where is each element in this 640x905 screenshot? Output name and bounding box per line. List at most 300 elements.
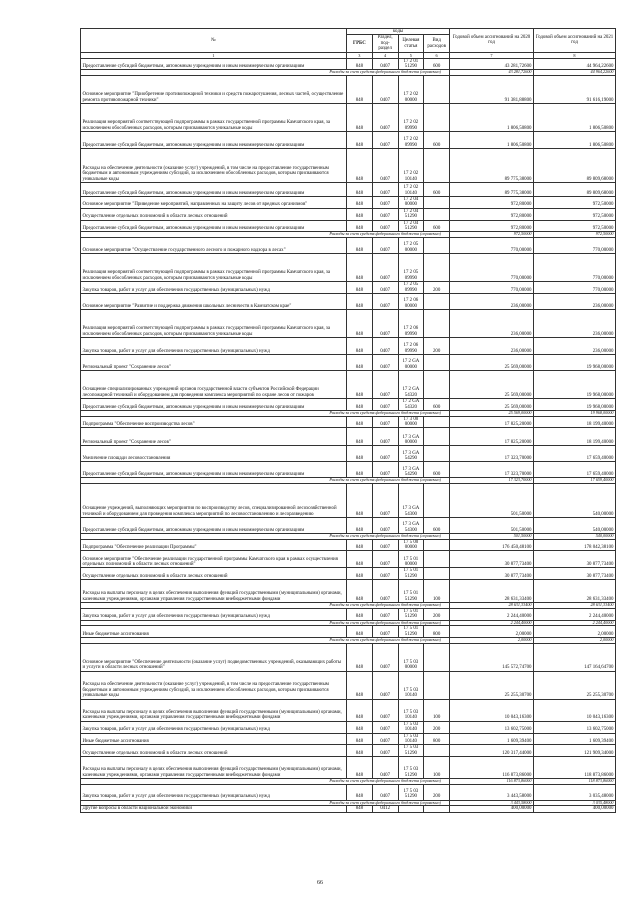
cell-amount-2021: 1 806,50800: [534, 104, 616, 132]
cell-name: Подпрограмма "Обеспечение реализации Программы": [81, 539, 347, 551]
note-label: Расходы за счет средств федерального бюджета (справочно): [81, 779, 450, 785]
cell-amount-2020: 17 323,70000: [450, 478, 534, 484]
cell-expense-type: 600: [424, 132, 450, 149]
cell-expense-type: 600: [424, 183, 450, 197]
cell-name: Иные бюджетные ассигнования: [81, 626, 347, 638]
table-row: [81, 76, 616, 104]
cell-amount-2020: 28 631,33400: [450, 580, 534, 603]
cell-amount-2020: 25 569,00000: [450, 355, 534, 371]
cell-grbs: 848: [347, 220, 373, 232]
cell-name: Предоставление субсидий бюджетным, автономным учреждениям и иным некоммерческим организациям: [81, 58, 347, 70]
cell-amount-2021: 972,50000: [534, 220, 616, 232]
table-row: [81, 608, 616, 620]
cell-section: 0407: [372, 371, 398, 399]
cell-amount-2020: 43 281,72600: [450, 70, 534, 76]
cell-expense-type: [424, 671, 450, 699]
cell-amount-2020: 17 323,70000: [450, 446, 534, 462]
cell-section: 0407: [372, 104, 398, 132]
column-index: 5: [398, 52, 424, 58]
cell-expense-type: [424, 539, 450, 551]
cell-section: 0407: [372, 132, 398, 149]
cell-expense-type: [424, 551, 450, 568]
cell-amount-2021: 770,00000: [534, 254, 616, 282]
cell-target-article: 17 2 05 00000: [398, 238, 424, 254]
cell-section: 0407: [372, 399, 398, 411]
cell-amount-2020: 91 381,88800: [450, 76, 534, 104]
cell-grbs: 848: [347, 149, 373, 183]
cell-grbs: 848: [347, 282, 373, 294]
cell-grbs: 848: [347, 183, 373, 197]
cell-amount-2021: 770,00000: [534, 282, 616, 294]
cell-amount-2020: 120 317,44000: [450, 745, 534, 757]
cell-amount-2021: 44 964,22600: [534, 70, 616, 76]
note-label: Расходы за счет средств федерального бюджета (справочно): [81, 232, 450, 238]
cell-amount-2021: 89 809,68000: [534, 183, 616, 197]
cell-expense-type: 600: [424, 399, 450, 411]
cell-expense-type: [424, 208, 450, 220]
cell-name: Предоставление субсидий бюджетным, автономным учреждениям и иным некоммерческим организациям: [81, 399, 347, 411]
cell-grbs: 848: [347, 197, 373, 209]
cell-amount-2021: 3 035,48000: [534, 784, 616, 800]
table-row: [81, 757, 616, 779]
cell-target-article: 17 2 02 10140: [398, 183, 424, 197]
cell-name: Закупка товаров, работ и услуг для обеспечения государственных (муниципальных) нужд: [81, 282, 347, 294]
cell-amount-2021: 236,00000: [534, 294, 616, 310]
cell-amount-2020: 1 806,50800: [450, 132, 534, 149]
cell-grbs: 848: [347, 208, 373, 220]
cell-expense-type: [424, 643, 450, 671]
cell-section: 0407: [372, 355, 398, 371]
table-row: [81, 568, 616, 580]
cell-grbs: 848: [347, 568, 373, 580]
cell-target-article: 17 2 04 51290: [398, 220, 424, 232]
cell-grbs: 848: [347, 58, 373, 70]
page-number: 66: [317, 880, 323, 886]
cell-section: 0407: [372, 197, 398, 209]
table-row: [81, 671, 616, 699]
cell-expense-type: [424, 238, 450, 254]
cell-section: 0407: [372, 220, 398, 232]
cell-target-article: 17 2 GA 00000: [398, 355, 424, 371]
cell-amount-2020: 972,50000: [450, 232, 534, 238]
cell-target-article: [398, 806, 424, 812]
cell-expense-type: 800: [424, 733, 450, 745]
cell-grbs: 848: [347, 518, 373, 534]
cell-grbs: 848: [347, 338, 373, 355]
cell-target-article: 17 2 02 10140: [398, 149, 424, 183]
cell-target-article: 17 5 00 00000: [398, 539, 424, 551]
cell-amount-2020: 89 775,38000: [450, 149, 534, 183]
cell-name: Предоставление субсидий бюджетным, автономным учреждениям и иным некоммерческим организациям: [81, 183, 347, 197]
cell-name: Расходы на обеспечение деятельности (оказание услуг) учреждений, в том числе на предоставление государственным бюджетным и автономным учреждениям субсидий, за исключением обособленных расходов, которым присваиваются уникальные коды: [81, 149, 347, 183]
header-grbs: ГРБС: [347, 35, 373, 52]
cell-name: Закупка товаров, работ и услуг для обеспечения государственных (муниципальных) нужд: [81, 608, 347, 620]
cell-expense-type: 200: [424, 338, 450, 355]
cell-section: 0407: [372, 568, 398, 580]
cell-amount-2021: 19 968,00000: [534, 355, 616, 371]
cell-name: Основное мероприятие "Приведение мероприятий, направленных на защиту лесов от вредных организмов": [81, 197, 347, 209]
table-row: [81, 254, 616, 282]
table-row: [81, 462, 616, 478]
table-row: [81, 518, 616, 534]
cell-name: Предоставление субсидий бюджетным, автономным учреждениям и иным некоммерческим организациям: [81, 518, 347, 534]
cell-name: Оснащение учреждений, выполняющих мероприятия по воспроизводству лесов, специализированной лесохозяйственной техникой и оборудованием для проведения комплекса мероприятий по лесовосстановлению и лесоразведению: [81, 484, 347, 518]
cell-amount-2020: 28 631,33400: [450, 603, 534, 609]
table-row: [81, 446, 616, 462]
cell-amount-2021: 236,00000: [534, 338, 616, 355]
header-expense-type: Вид расходов: [424, 35, 450, 52]
cell-section: 0407: [372, 626, 398, 638]
cell-section: 0407: [372, 484, 398, 518]
cell-target-article: 17 5 01 51290: [398, 580, 424, 603]
table-row: [81, 282, 616, 294]
cell-section: 0407: [372, 643, 398, 671]
cell-amount-2020: 400,00000: [450, 806, 534, 812]
cell-expense-type: 600: [424, 518, 450, 534]
cell-amount-2020: 145 572,74700: [450, 643, 534, 671]
cell-name: Реализация мероприятий соответствующей подпрограммы в рамках государственной программы Камчатского края, за исключением обособленных расходов, которым присваиваются уникальные коды: [81, 104, 347, 132]
table-row: [81, 416, 616, 428]
cell-expense-type: 100: [424, 757, 450, 779]
table-row: [81, 626, 616, 638]
cell-expense-type: 600: [424, 220, 450, 232]
cell-section: 0407: [372, 208, 398, 220]
cell-expense-type: [424, 149, 450, 183]
cell-expense-type: [424, 310, 450, 338]
cell-expense-type: 800: [424, 626, 450, 638]
cell-amount-2021: 19 968,00000: [534, 371, 616, 399]
cell-target-article: 17 5 01 51290: [398, 626, 424, 638]
table-row: [81, 220, 616, 232]
cell-amount-2021: 17 659,40000: [534, 478, 616, 484]
cell-amount-2020: 770,00000: [450, 254, 534, 282]
table-row: [81, 355, 616, 371]
table-row: [81, 428, 616, 446]
cell-name: Реализация мероприятий соответствующей подпрограммы в рамках государственной программы Камчатского края, за исключением обособленных расходов, которым присваиваются уникальные коды: [81, 254, 347, 282]
cell-grbs: 848: [347, 76, 373, 104]
cell-target-article: 17 5 01 00000: [398, 551, 424, 568]
cell-target-article: 17 3 GA 54300: [398, 518, 424, 534]
cell-amount-2021: 2,00000: [534, 638, 616, 644]
cell-target-article: 17 2 05 09990: [398, 254, 424, 282]
cell-amount-2020: 2 244,40000: [450, 620, 534, 626]
cell-amount-2021: 44 964,22600: [534, 58, 616, 70]
cell-amount-2021: 1 806,50800: [534, 132, 616, 149]
cell-name: Основное мероприятие "Приобретение противопожарной техники и средств пожаротушения, лесных частей, осуществление ремонта противопожарной техники": [81, 76, 347, 104]
note-label: Расходы за счет средств федерального бюджета (справочно): [81, 70, 450, 76]
cell-grbs: 848: [347, 721, 373, 733]
cell-amount-2020: 10 043,16300: [450, 699, 534, 721]
table-row: [81, 104, 616, 132]
cell-name: Расходы на выплаты персоналу в целях обеспечения выполнения функций государственными (муниципальными) органами, казенными учреждениями, органами управления государственными внебюджетными фондами: [81, 757, 347, 779]
cell-grbs: 848: [347, 745, 373, 757]
cell-target-article: 17 2 04 51290: [398, 208, 424, 220]
cell-grbs: 848: [347, 428, 373, 446]
cell-target-article: 17 5 01 51290: [398, 568, 424, 580]
cell-amount-2020: 3 443,58000: [450, 800, 534, 806]
cell-section: 0407: [372, 76, 398, 104]
cell-amount-2021: 2 244,40000: [534, 608, 616, 620]
cell-grbs: 848: [347, 294, 373, 310]
cell-name: Оснащение специализированных учреждений органов государственной власти субъектов Российской Федерации лесопожарной техникой и оборудованием для проведения комплекса мероприятий по охране лесов от пожаров: [81, 371, 347, 399]
cell-amount-2020: 2 244,40000: [450, 608, 534, 620]
cell-amount-2020: 1 806,50800: [450, 104, 534, 132]
cell-amount-2020: 25 569,00000: [450, 411, 534, 417]
cell-amount-2020: 176 450,48100: [450, 539, 534, 551]
cell-amount-2021: 18 199,40000: [534, 428, 616, 446]
cell-section: 0407: [372, 551, 398, 568]
cell-target-article: 17 2 02 00000: [398, 76, 424, 104]
cell-grbs: 848: [347, 399, 373, 411]
note-label: Расходы за счет средств федерального бюджета (справочно): [81, 620, 450, 626]
cell-grbs: 848: [347, 733, 373, 745]
cell-target-article: 17 3 GA 54290: [398, 462, 424, 478]
cell-amount-2021: 972,50000: [534, 197, 616, 209]
cell-section: 0407: [372, 238, 398, 254]
cell-amount-2021: 3 035,48000: [534, 800, 616, 806]
cell-expense-type: [424, 355, 450, 371]
header-section: Раздел, под-раздел: [372, 35, 398, 52]
cell-name: Увеличение площади лесовосстановления: [81, 446, 347, 462]
note-label: Расходы за счет средств федерального бюджета (справочно): [81, 534, 450, 540]
note-label: Расходы за счет средств федерального бюджета (справочно): [81, 478, 450, 484]
cell-expense-type: [424, 254, 450, 282]
cell-expense-type: [424, 371, 450, 399]
header-number: №: [81, 29, 347, 53]
table-row: [81, 58, 616, 70]
cell-amount-2020: 501,50000: [450, 518, 534, 534]
cell-section: 0412: [372, 806, 398, 812]
cell-expense-type: 200: [424, 784, 450, 800]
cell-amount-2020: 501,50000: [450, 534, 534, 540]
cell-amount-2021: 25 255,30700: [534, 671, 616, 699]
cell-name: Расходы на выплаты персоналу в целях обеспечения выполнения функций государственными (муниципальными) органами, казенными учреждениями, органами управления государственными внебюджетными фондами: [81, 580, 347, 603]
table-row: [81, 721, 616, 733]
cell-grbs: 848: [347, 671, 373, 699]
cell-amount-2021: 236,00000: [534, 310, 616, 338]
cell-name: Основное мероприятие "Обеспечение реализации государственной программы Камчатского края в рамках осуществления отдельных полномочий в области лесных отношений": [81, 551, 347, 568]
cell-amount-2020: 236,00000: [450, 338, 534, 355]
cell-amount-2021: 13 602,75000: [534, 721, 616, 733]
table-row: [81, 733, 616, 745]
table-row: [81, 197, 616, 209]
cell-amount-2021: 147 164,64700: [534, 643, 616, 671]
cell-grbs: 848: [347, 104, 373, 132]
cell-target-article: 17 3 GA 00000: [398, 428, 424, 446]
cell-amount-2020: 972,80000: [450, 220, 534, 232]
cell-target-article: 17 5 03 10140: [398, 671, 424, 699]
cell-grbs: 848: [347, 806, 373, 812]
cell-amount-2020: 116 873,86000: [450, 779, 534, 785]
cell-name: Региональный проект "Сохранение лесов": [81, 428, 347, 446]
table-row: [81, 699, 616, 721]
header-codes-group: коды: [347, 29, 450, 35]
cell-amount-2021: 28 631,33400: [534, 580, 616, 603]
cell-section: 0407: [372, 58, 398, 70]
cell-amount-2021: 400,00000: [534, 806, 616, 812]
cell-name: Закупка товаров, работ и услуг для обеспечения государственных (муниципальных) нужд: [81, 338, 347, 355]
cell-amount-2021: 28 631,33400: [534, 603, 616, 609]
cell-target-article: 17 2 01 51290: [398, 58, 424, 70]
cell-expense-type: [424, 484, 450, 518]
cell-name: Расходы на обеспечение деятельности (оказание услуг) учреждений, в том числе на предоставление государственным бюджетным и автономным учреждениям субсидий, за исключением обособленных расходов, которым присваиваются уникальные коды: [81, 671, 347, 699]
cell-expense-type: [424, 745, 450, 757]
table-row: [81, 643, 616, 671]
cell-grbs: 848: [347, 539, 373, 551]
cell-name: Основное мероприятие "Обеспечение деятельности (оказание услуг) подведомственных учреждений, оказывающих работы и услуги в области лесных отношений": [81, 643, 347, 671]
cell-section: 0407: [372, 580, 398, 603]
cell-name: Другие вопросы в области национальной экономики: [81, 806, 347, 812]
header-year-2020: Годовой объем ассигнований на 2020 год: [450, 29, 534, 53]
cell-section: 0407: [372, 416, 398, 428]
cell-amount-2021: 1 609,39400: [534, 733, 616, 745]
cell-target-article: 17 5 03 51290: [398, 757, 424, 779]
cell-grbs: 848: [347, 626, 373, 638]
cell-expense-type: [424, 446, 450, 462]
cell-target-article: 17 3 GA 54300: [398, 484, 424, 518]
cell-amount-2021: 2 244,40000: [534, 620, 616, 626]
table-row: [81, 806, 616, 812]
cell-section: 0407: [372, 254, 398, 282]
cell-amount-2020: 25 569,00000: [450, 399, 534, 411]
cell-target-article: 17 5 03 10140: [398, 733, 424, 745]
cell-name: Основное мероприятие "Осуществление государственного лесного и пожарного надзора в лесах": [81, 238, 347, 254]
table-row: [81, 338, 616, 355]
cell-grbs: 848: [347, 643, 373, 671]
cell-grbs: 848: [347, 699, 373, 721]
table-row: [81, 784, 616, 800]
cell-section: 0407: [372, 608, 398, 620]
cell-section: 0407: [372, 282, 398, 294]
cell-target-article: 17 5 03 51290: [398, 745, 424, 757]
cell-section: 0407: [372, 294, 398, 310]
cell-amount-2020: 501,50000: [450, 484, 534, 518]
column-index: 6: [424, 52, 450, 58]
note-label: Расходы за счет средств федерального бюджета (справочно): [81, 411, 450, 417]
cell-grbs: 848: [347, 355, 373, 371]
cell-target-article: 17 3 00 00000: [398, 416, 424, 428]
cell-grbs: 848: [347, 238, 373, 254]
header-target-article: Целевая статья: [398, 35, 424, 52]
cell-amount-2020: 972,80000: [450, 197, 534, 209]
cell-amount-2020: 116 873,86000: [450, 757, 534, 779]
cell-section: 0407: [372, 310, 398, 338]
cell-amount-2020: 43 281,72600: [450, 58, 534, 70]
cell-name: Подпрограмма "Обеспечение воспроизводства лесов": [81, 416, 347, 428]
cell-amount-2021: 91 616,19000: [534, 76, 616, 104]
cell-section: 0407: [372, 699, 398, 721]
table-row: [81, 484, 616, 518]
cell-name: Осуществление отдельных полномочий в области лесных отношений: [81, 208, 347, 220]
cell-expense-type: [424, 806, 450, 812]
cell-amount-2021: 178 042,38100: [534, 539, 616, 551]
cell-target-article: 17 2 06 00000: [398, 294, 424, 310]
table-row: [81, 539, 616, 551]
cell-expense-type: 200: [424, 282, 450, 294]
cell-grbs: 848: [347, 580, 373, 603]
cell-target-article: 17 2 04 00000: [398, 197, 424, 209]
cell-grbs: 848: [347, 446, 373, 462]
cell-section: 0407: [372, 721, 398, 733]
cell-amount-2021: 770,00000: [534, 238, 616, 254]
cell-amount-2020: 17 323,70000: [450, 462, 534, 478]
cell-expense-type: 600: [424, 462, 450, 478]
cell-name: Закупка товаров, работ и услуг для обеспечения государственных (муниципальных) нужд: [81, 784, 347, 800]
budget-table: [80, 28, 616, 813]
cell-target-article: 17 5 03 10140: [398, 699, 424, 721]
cell-amount-2021: 972,50000: [534, 208, 616, 220]
cell-name: Осуществление отдельных полномочий в области лесных отношений: [81, 745, 347, 757]
cell-target-article: 17 2 05 09990: [398, 282, 424, 294]
table-row: [81, 294, 616, 310]
cell-section: 0407: [372, 183, 398, 197]
cell-amount-2020: 770,00000: [450, 282, 534, 294]
cell-amount-2020: 236,00000: [450, 310, 534, 338]
cell-grbs: 848: [347, 784, 373, 800]
cell-target-article: 17 2 02 09990: [398, 104, 424, 132]
cell-name: Предоставление субсидий бюджетным, автономным учреждениям и иным некоммерческим организациям: [81, 132, 347, 149]
cell-name: Реализация мероприятий соответствующей подпрограммы в рамках государственной программы Камчатского края, за исключением обособленных расходов, которым присваиваются уникальные коды: [81, 310, 347, 338]
cell-section: 0407: [372, 733, 398, 745]
cell-grbs: 848: [347, 371, 373, 399]
note-label: Расходы за счет средств федерального бюджета (справочно): [81, 638, 450, 644]
cell-target-article: 17 2 02 09990: [398, 132, 424, 149]
cell-amount-2021: 10 043,16300: [534, 699, 616, 721]
cell-section: 0407: [372, 518, 398, 534]
cell-amount-2021: 17 659,40000: [534, 462, 616, 478]
cell-amount-2020: 89 775,38000: [450, 183, 534, 197]
note-label: Расходы за счет средств федерального бюджета (справочно): [81, 800, 450, 806]
cell-grbs: 848: [347, 551, 373, 568]
table-row: [81, 745, 616, 757]
cell-section: 0407: [372, 745, 398, 757]
cell-expense-type: [424, 197, 450, 209]
cell-target-article: 17 2 GA 54320: [398, 371, 424, 399]
cell-expense-type: 600: [424, 58, 450, 70]
table-row: [81, 310, 616, 338]
cell-amount-2020: 30 877,73400: [450, 568, 534, 580]
cell-expense-type: 200: [424, 608, 450, 620]
cell-amount-2020: 2,00000: [450, 638, 534, 644]
cell-expense-type: 100: [424, 580, 450, 603]
cell-amount-2020: 1 609,39400: [450, 733, 534, 745]
cell-amount-2020: 236,00000: [450, 294, 534, 310]
cell-amount-2020: 3 443,58000: [450, 784, 534, 800]
cell-section: 0407: [372, 671, 398, 699]
cell-amount-2021: 19 968,00000: [534, 411, 616, 417]
cell-amount-2021: 540,00000: [534, 484, 616, 518]
cell-grbs: 848: [347, 757, 373, 779]
table-row: [81, 208, 616, 220]
cell-grbs: 848: [347, 416, 373, 428]
cell-name: Предоставление субсидий бюджетным, автономным учреждениям и иным некоммерческим организациям: [81, 462, 347, 478]
cell-amount-2020: 30 877,73400: [450, 551, 534, 568]
cell-expense-type: [424, 104, 450, 132]
cell-target-article: 17 2 GA 54320: [398, 399, 424, 411]
cell-amount-2021: 972,50000: [534, 232, 616, 238]
cell-section: 0407: [372, 462, 398, 478]
cell-target-article: 17 2 06 09990: [398, 310, 424, 338]
cell-section: 0407: [372, 446, 398, 462]
cell-grbs: 848: [347, 484, 373, 518]
cell-section: 0407: [372, 149, 398, 183]
cell-section: 0407: [372, 757, 398, 779]
cell-name: Закупка товаров, работ и услуг для обеспечения государственных (муниципальных) нужд: [81, 721, 347, 733]
cell-name: Расходы на выплаты персоналу в целях обеспечения выполнения функций государственными (муниципальными) органами, казенными учреждениями, органами управления государственными внебюджетными фондами: [81, 699, 347, 721]
cell-name: Основное мероприятие "Развитие и поддержка движения школьных лесничеств в Камчатском крае": [81, 294, 347, 310]
column-index: 8: [534, 52, 616, 58]
cell-grbs: 848: [347, 254, 373, 282]
